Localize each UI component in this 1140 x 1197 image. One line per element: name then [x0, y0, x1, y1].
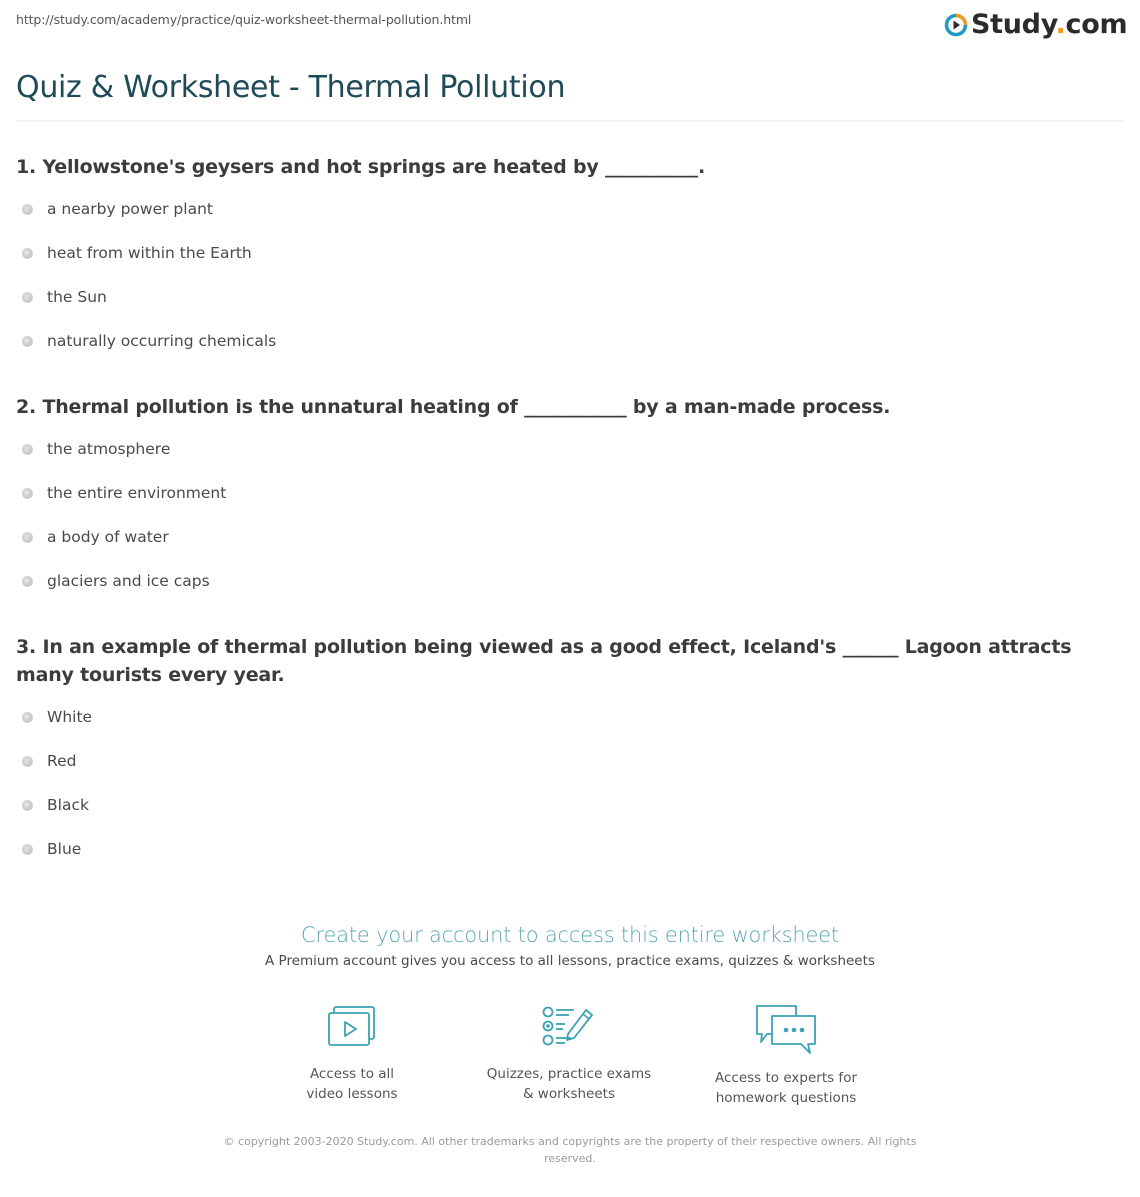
radio-button[interactable]	[22, 576, 33, 587]
quiz-checklist-icon	[541, 1004, 597, 1052]
option-label: a nearby power plant	[47, 200, 213, 218]
copyright-footer: © copyright 2003-2020 Study.com. All other trademarks and copyrights are the property of their respective owners. All rights reserved.	[223, 1135, 917, 1165]
q1-option-1[interactable]	[22, 200, 213, 218]
radio-button[interactable]	[22, 444, 33, 455]
q3-option-4[interactable]	[22, 840, 81, 858]
option-label: a body of water	[47, 528, 169, 546]
video-lessons-icon	[326, 1004, 378, 1052]
q2-option-3[interactable]	[22, 528, 169, 546]
option-label: Blue	[47, 840, 82, 858]
radio-button[interactable]	[22, 488, 33, 499]
radio-button[interactable]	[22, 204, 33, 215]
radio-button[interactable]	[22, 336, 33, 347]
radio-button[interactable]	[22, 844, 33, 855]
q1-option-2[interactable]	[22, 244, 252, 262]
q2-option-2[interactable]	[22, 484, 226, 502]
page-title: Quiz & Worksheet - Thermal Pollution	[16, 70, 566, 105]
q2-option-4[interactable]	[22, 572, 210, 590]
q3-option-3[interactable]	[22, 796, 89, 814]
q1-option-4[interactable]	[22, 332, 276, 350]
feature-video-lessons: Access to all video lessons	[252, 1004, 452, 1104]
option-label: heat from within the Earth	[47, 244, 252, 262]
q1-option-3[interactable]	[22, 288, 107, 306]
option-label: White	[47, 708, 93, 726]
q3-option-1[interactable]	[22, 708, 92, 726]
feature-quizzes: Quizzes, practice exams & worksheets	[469, 1004, 669, 1104]
radio-button[interactable]	[22, 248, 33, 259]
option-label: Black	[47, 796, 89, 814]
option-label: the entire environment	[47, 484, 227, 502]
study-logo[interactable]	[944, 9, 1127, 40]
radio-button[interactable]	[22, 800, 33, 811]
chat-bubbles-icon	[754, 1004, 818, 1056]
option-label: naturally occurring chemicals	[47, 332, 277, 350]
question-2: 2. Thermal pollution is the unnatural heating of ___________ by a man-made process.	[16, 396, 891, 418]
radio-button[interactable]	[22, 532, 33, 543]
option-label: glaciers and ice caps	[47, 572, 210, 590]
question-3: 3. In an example of thermal pollution being viewed as a good effect, Iceland's ______ Lagoon attracts many tourists every year.	[16, 636, 1072, 686]
q2-option-1[interactable]	[22, 440, 170, 458]
feature-experts: Access to experts for homework questions	[686, 1004, 886, 1108]
question-1: 1. Yellowstone's geysers and hot springs are heated by __________.	[16, 156, 705, 178]
option-label: Red	[47, 752, 77, 770]
title-divider	[16, 120, 1124, 122]
study-play-logo-icon	[944, 13, 968, 37]
radio-button[interactable]	[22, 292, 33, 303]
page-url: http://study.com/academy/practice/quiz-worksheet-thermal-pollution.html	[16, 12, 472, 27]
radio-button[interactable]	[22, 712, 33, 723]
q3-option-2[interactable]	[22, 752, 76, 770]
radio-button[interactable]	[22, 756, 33, 767]
logo-wordmark: Study.com	[971, 9, 1128, 40]
cta-subtitle: A Premium account gives you access to all lessons, practice exams, quizzes & worksheets	[265, 953, 875, 969]
option-label: the Sun	[47, 288, 107, 306]
option-label: the atmosphere	[47, 440, 171, 458]
create-account-link[interactable]: Create your account to access this entire worksheet	[301, 923, 839, 947]
